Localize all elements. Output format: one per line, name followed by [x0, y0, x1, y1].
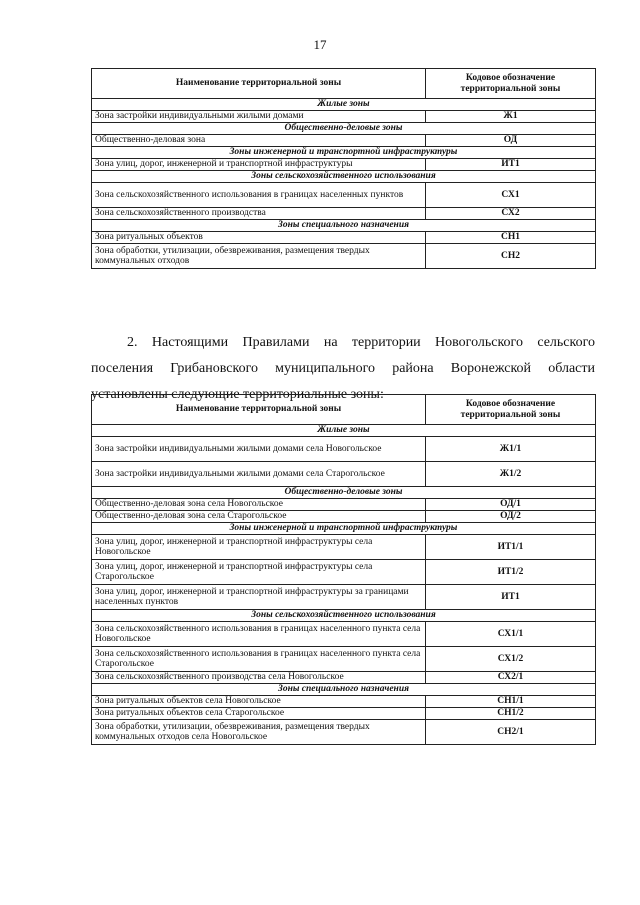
zone-code: СХ1/1 — [426, 622, 596, 647]
table-row — [92, 232, 596, 244]
zone-code: СН2 — [426, 244, 596, 269]
table-row — [92, 511, 596, 523]
zone-name: Зона обработки, утилизации, обезвреживания, размещения твердых коммунальных отходов — [92, 244, 426, 269]
zone-code: Ж1/2 — [426, 462, 596, 487]
table-row — [92, 535, 596, 560]
page-number: 17 — [313, 37, 327, 52]
table-row — [92, 111, 596, 123]
section-title: Зоны специального назначения — [92, 684, 596, 696]
zones-table-2 — [91, 394, 596, 745]
zone-name: Зона застройки индивидуальными жилыми домами села Новогольское — [92, 437, 426, 462]
header-code: Кодовое обозначение территориальной зоны — [426, 69, 596, 99]
zone-code: СН2/1 — [426, 720, 596, 745]
table-row — [92, 647, 596, 672]
table-row — [92, 437, 596, 462]
zone-name: Зона сельскохозяйственного производства — [92, 208, 426, 220]
zone-name: Зона сельскохозяйственного использования в границах населенных пунктов — [92, 183, 426, 208]
table-row — [92, 585, 596, 610]
zone-name: Зона улиц, дорог, инженерной и транспортной инфраструктуры села Новогольское — [92, 535, 426, 560]
header-name: Наименование территориальной зоны — [92, 69, 426, 99]
zone-code: СН1/2 — [426, 708, 596, 720]
zone-name: Зона ритуальных объектов села Старогольское — [92, 708, 426, 720]
table-row — [92, 183, 596, 208]
section-row — [92, 523, 596, 535]
zone-code: ИТ1/1 — [426, 535, 596, 560]
zone-name: Зона улиц, дорог, инженерной и транспортной инфраструктуры села Старогольское — [92, 560, 426, 585]
zone-name: Зона улиц, дорог, инженерной и транспортной инфраструктуры за границами населенных пунктов — [92, 585, 426, 610]
section-row — [92, 684, 596, 696]
zones-table-1 — [91, 68, 596, 269]
section-row — [92, 487, 596, 499]
section-title: Общественно-деловые зоны — [92, 123, 596, 135]
section-title: Зоны сельскохозяйственного использования — [92, 171, 596, 183]
table-row — [92, 560, 596, 585]
section-title: Зоны специального назначения — [92, 220, 596, 232]
table-row — [92, 208, 596, 220]
zone-code: СХ2/1 — [426, 672, 596, 684]
zone-name: Общественно-деловая зона села Новогольское — [92, 499, 426, 511]
section-row — [92, 220, 596, 232]
zone-code: СН1 — [426, 232, 596, 244]
section-title: Общественно-деловые зоны — [92, 487, 596, 499]
table-row — [92, 696, 596, 708]
table-header-row — [92, 69, 596, 99]
zone-code: ОД — [426, 135, 596, 147]
header-name: Наименование территориальной зоны — [92, 395, 426, 425]
zone-name: Зона сельскохозяйственного использования в границах населенного пункта села Новогольское — [92, 622, 426, 647]
zone-code: ОД/1 — [426, 499, 596, 511]
header-code: Кодовое обозначение территориальной зоны — [426, 395, 596, 425]
section-row — [92, 123, 596, 135]
zone-code: СХ2 — [426, 208, 596, 220]
section-row — [92, 147, 596, 159]
table-row — [92, 720, 596, 745]
section-row — [92, 171, 596, 183]
zone-name: Зона сельскохозяйственного производства села Новогольское — [92, 672, 426, 684]
zone-name: Зона ритуальных объектов — [92, 232, 426, 244]
table-row — [92, 462, 596, 487]
section-title: Зоны сельскохозяйственного использования — [92, 610, 596, 622]
section-row — [92, 425, 596, 437]
section-row — [92, 99, 596, 111]
table-row — [92, 159, 596, 171]
zone-code: СХ1/2 — [426, 647, 596, 672]
zone-code: ИТ1/2 — [426, 560, 596, 585]
zone-code: ИТ1 — [426, 585, 596, 610]
section-title: Зоны инженерной и транспортной инфраструктуры — [92, 147, 596, 159]
section-row — [92, 610, 596, 622]
zone-code: СН1/1 — [426, 696, 596, 708]
zone-code: Ж1/1 — [426, 437, 596, 462]
zone-name: Общественно-деловая зона — [92, 135, 426, 147]
table-row — [92, 135, 596, 147]
zone-name: Зона сельскохозяйственного использования в границах населенного пункта села Старогольское — [92, 647, 426, 672]
table-row — [92, 672, 596, 684]
zone-name: Общественно-деловая зона села Старогольское — [92, 511, 426, 523]
zone-name: Зона ритуальных объектов села Новогольское — [92, 696, 426, 708]
table-row — [92, 708, 596, 720]
zone-name: Зона застройки индивидуальными жилыми домами села Старогольское — [92, 462, 426, 487]
section-title: Жилые зоны — [92, 99, 596, 111]
section-title: Жилые зоны — [92, 425, 596, 437]
table-header-row — [92, 395, 596, 425]
zone-code: ИТ1 — [426, 159, 596, 171]
body-paragraph: 2. Настоящими Правилами на территории Новогольского сельского поселения Грибановского муниципального района Воронежской области установлены следующие территориальные зоны: — [91, 335, 595, 402]
zone-code: СХ1 — [426, 183, 596, 208]
table-row — [92, 244, 596, 269]
zone-name: Зона обработки, утилизации, обезвреживания, размещения твердых коммунальных отходов села Новогольское — [92, 720, 426, 745]
zone-code: Ж1 — [426, 111, 596, 123]
section-title: Зоны инженерной и транспортной инфраструктуры — [92, 523, 596, 535]
zone-code: ОД/2 — [426, 511, 596, 523]
zone-name: Зона застройки индивидуальными жилыми домами — [92, 111, 426, 123]
zone-name: Зона улиц, дорог, инженерной и транспортной инфраструктуры — [92, 159, 426, 171]
table-row — [92, 499, 596, 511]
table-row — [92, 622, 596, 647]
